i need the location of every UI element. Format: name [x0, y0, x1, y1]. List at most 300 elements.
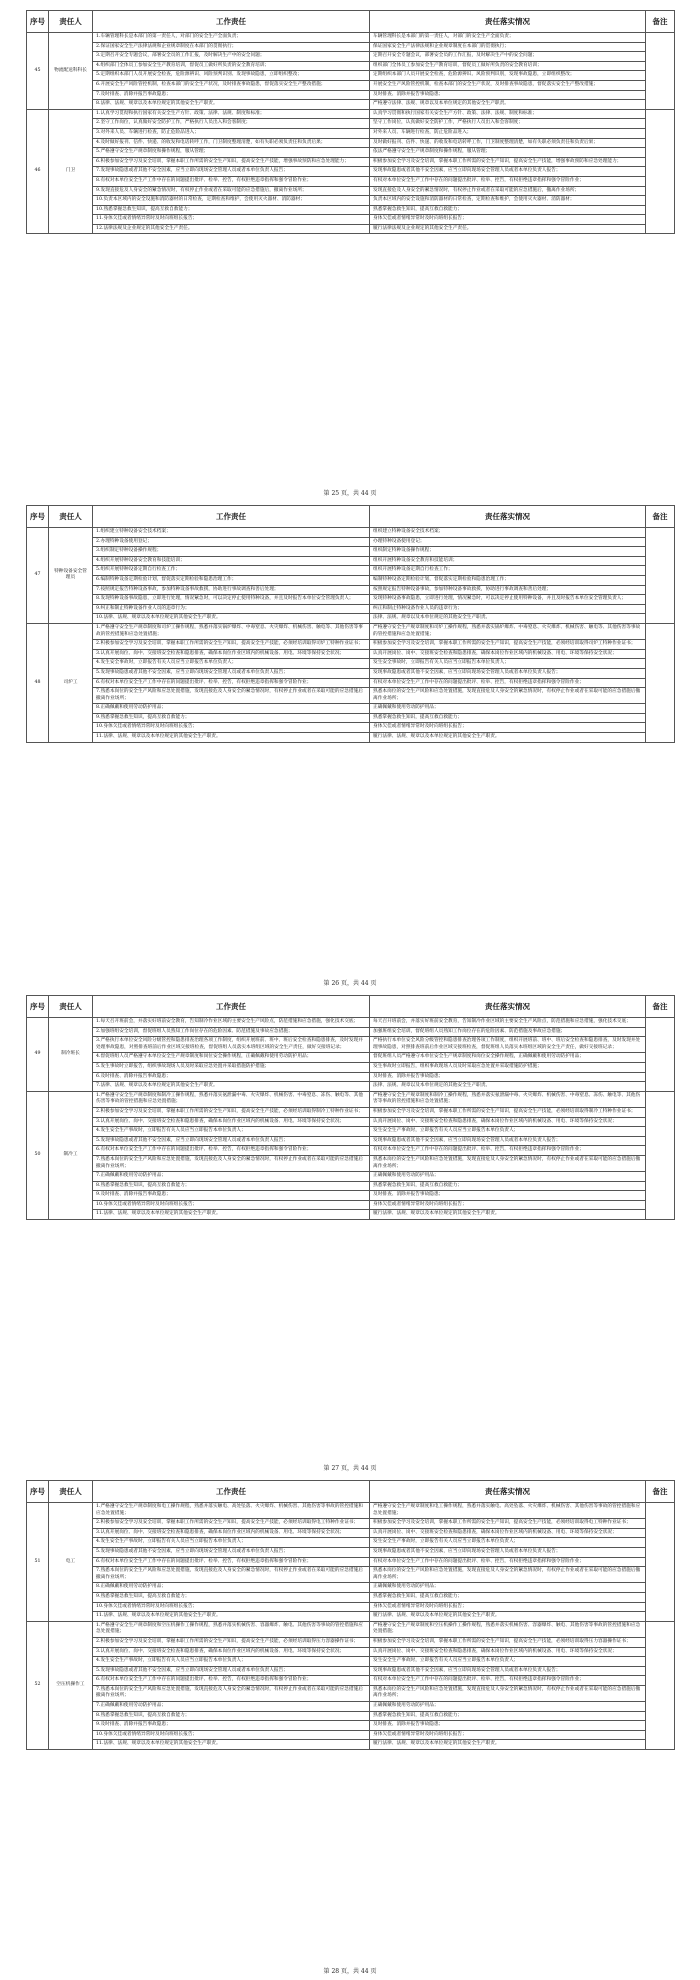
impl-cell: 开展安全生产风险管控机制，检查本部门的安全生产状况，及时排查事故隐患，督促落实安全生产整改措施；: [370, 80, 646, 90]
table-row: [27, 1666, 675, 1676]
duty-cell: 3.定期召开安全专题会议，部署安全员的工作汇报，及时解决生产中的安全问题；: [93, 52, 370, 62]
role-cell: 特种设备安全管理员: [49, 528, 93, 624]
impl-cell: 身体欠佳或者情绪异常时及时向班组长报告；: [370, 723, 646, 733]
impl-cell: 正确佩戴和使用劳动防护用品；: [370, 1172, 646, 1182]
duty-cell: 9.发现直接危及人身安全的紧急情况时，有权停止作业或者在采取可能的应急措施后，撤离作业场所；: [93, 186, 370, 196]
page-4: [26, 1480, 674, 1750]
table-row: [27, 205, 675, 215]
duty-cell: 1.严格遵守安全生产规章制度和制冷工操作规程，熟悉并落实氨泄漏中毒、火灾爆炸、机械伤害、中毒窒息、冻伤、触电等、其他伤害等事故的管控措施和应急处置措施；: [93, 1091, 370, 1107]
role-cell: 制冷工: [49, 1091, 93, 1219]
duty-cell: 4.及时做好报刊、信件、快递、的收发和电话转呼工作，门卫制度整理清楚，如有失职必须负责任和负责后果；: [93, 138, 370, 148]
duty-cell: 1.组织建立特种设备安全技术档案；: [93, 528, 370, 538]
impl-cell: 熟悉掌握急救生知识，提高互救自救能力；: [370, 1592, 646, 1602]
impl-cell: 发生安全事故时，立即报告有关人员应当立即报告本单位负责人；: [370, 659, 646, 669]
impl-cell: 严格遵守安全生产规章制度和电工操作规程，熟悉并落实触电、高处坠落、火灾爆炸、机械伤害、其他伤害等事故的管控措施和应急处置措施；: [370, 1503, 646, 1519]
duty-cell: 9.熟悉掌握急救生知识，提高互救自救能力；: [93, 713, 370, 723]
duty-cell: 2.加强班组安全培训，督促班组人员熟知工作岗位存在的危险因素、防范措施及事故应急措施；: [93, 1027, 370, 1037]
table-row: [27, 1637, 675, 1647]
page-footer: 第 27 页，共 44 页: [323, 1465, 377, 1472]
impl-cell: 严格遵守安全生产规章制度和空压机操作工操作规程，熟悉并落实机械伤害、容器爆炸、触电、其他伤害等事故的管控措施和应急处置措施；: [370, 1621, 646, 1637]
duty-cell: 2.坚守工作岗位，认真做好安全防护工作，严格执行人员出入和会客制度；: [93, 119, 370, 129]
seq-cell: 46: [27, 109, 49, 234]
header-role: 责任人: [49, 1481, 93, 1503]
duty-cell: 4.发生安全生产事故时，立即报告有关人员应当立即报告本单位负责人；: [93, 1538, 370, 1548]
duty-cell: 9.纠正和制止特种设备作业人员的违章行为；: [93, 604, 370, 614]
duty-cell: 7.熟悉本岗位的安全生产风险和应急处置措施，发现直接危及人身安全的紧急情况时，有权停止作业或者在采取可能的应急措施后撤离作业场所；: [93, 1567, 370, 1583]
impl-cell: 严格遵守安全生产规章制度和司炉工操作规程，熟悉并落实锅炉爆炸、中毒窒息、火灾爆炸、机械伤害、触电等、其他伤害等事故的管控措施和应急处置措施；: [370, 623, 646, 639]
header-impl: 责任落实情况: [370, 506, 646, 528]
table-row: [27, 575, 675, 585]
header-duty: 工作责任: [93, 11, 370, 33]
table-row: [27, 1091, 675, 1107]
table-row: [27, 1172, 675, 1182]
header-duty: 工作责任: [93, 996, 370, 1018]
table-row: [27, 176, 675, 186]
table-row: [27, 1685, 675, 1701]
table-row: [27, 649, 675, 659]
duty-cell: 6.编制特种设备定期检验计划，督促落实定期检验和隐患治理工作；: [93, 575, 370, 585]
impl-cell: 熟悉本岗位的安全生产风险和应急处置措施，发现直接危及人身安全的紧急情况时，有权停止作业或者在采取可能的应急措施后撤离作业场所；: [370, 1155, 646, 1171]
impl-cell: 纠正和制止特种设备作业人员的违章行为；: [370, 604, 646, 614]
duty-cell: 2.积极参加安全学习及安全培训，掌握本职工作所需的安全生产知识，提高安全生产技能，必须经培训取得司炉工特种作业证书；: [93, 640, 370, 650]
note-cell: [646, 623, 675, 742]
impl-cell: 有权对本单位安全生产工作中存在的问题提出批评、检举、控告，有权拒绝违章指挥和强令冒险作业；: [370, 1146, 646, 1156]
impl-cell: 对外来人员、车辆进行检查，防止危险品进入；: [370, 128, 646, 138]
table-row: [27, 80, 675, 90]
duty-cell: 3.组织制定特种设备操作规程；: [93, 547, 370, 557]
duty-cell: 7.正确佩戴和使用劳动防护用品；: [93, 1702, 370, 1712]
impl-cell: 履行法律法规及企业规定的其他安全生产责任。: [370, 224, 646, 234]
table-row: [27, 157, 675, 167]
table-row: [27, 1027, 675, 1037]
table-row: [27, 1146, 675, 1156]
impl-cell: 积极参加安全学习及安全培训，掌握本职工作所需的安全生产知识，提高安全生产技能，增强事故预防和应急处理能力；: [370, 157, 646, 167]
table-row: [27, 1037, 675, 1053]
table-row: [27, 640, 675, 650]
duty-cell: 8.有权对本单位安全生产工作中存在的问题提出批评、检举、控告，有权拒绝违章指挥和强令冒险作业；: [93, 176, 370, 186]
table-row: [27, 1528, 675, 1538]
duty-cell: 9.熟悉掌握急救生知识，提高互救自救能力；: [93, 1592, 370, 1602]
duty-cell: 6.有权对本单位安全生产工作中存在的问题提出批评、检举、控告，有权拒绝违章指挥和强令冒险作业；: [93, 1146, 370, 1156]
table-row: [27, 688, 675, 704]
impl-cell: 熟悉掌握急救生知识，提高互救自救能力；: [370, 713, 646, 723]
table-row: [27, 1538, 675, 1548]
table-row: [27, 1711, 675, 1721]
impl-cell: 发现事故隐患或者其他不安全因素，应当立即向现场安全管理人员或者本单位负责人报告；: [370, 167, 646, 177]
table-row: [27, 61, 675, 71]
table-row: [27, 1117, 675, 1127]
duty-cell: 2.保证国家安全生产法律法规和企业规章制度在本部门的贯彻执行；: [93, 42, 370, 52]
note-cell: [646, 1018, 675, 1092]
impl-cell: 每天召开班前会，并落实好班前安全教育，告知制冷作业区域的主要安全生产风险点，防范措施和应急措施，强化技术交底；: [370, 1018, 646, 1028]
note-cell: [646, 33, 675, 110]
table-row: [27, 1621, 675, 1637]
impl-cell: 认真开展岗位、岗中、交接班安全检查和隐患排查，确保本岗位作业区域内的机械设备、用电、环境等保持安全状况；: [370, 1528, 646, 1538]
role-cell: 制冷班长: [49, 1018, 93, 1092]
duty-cell: 6.有权对本单位安全生产工作中存在的问题提出批评、检举、控告，有权拒绝违章指挥和强令冒险作业；: [93, 678, 370, 688]
page-footer: 第 26 页，共 44 页: [323, 980, 377, 987]
impl-cell: 发现事故隐患或者其他不安全因素，应当立即向现场安全管理人员或者本单位负责人报告；: [370, 668, 646, 678]
duty-cell: 10.身体欠佳或者情绪异常时及时向班组长报告；: [93, 723, 370, 733]
duty-cell: 1.每天召开班前会，并落实好班前安全教育，告知制冷作业区域的主要安全生产风险点，防范措施和应急措施，强化技术交底；: [93, 1018, 370, 1028]
table-row: [27, 1127, 675, 1137]
duty-cell: 7.及时排查、消除并报告事故隐患；: [93, 90, 370, 100]
table-row: [27, 1583, 675, 1593]
table-row: [27, 52, 675, 62]
duty-cell: 10.负责本区域内的安全设施和消防器材的日常检查，定期检查和维护，会使用灭火器材、消防器材；: [93, 196, 370, 206]
duty-cell: 10.身体欠佳或者情绪异常时及时向班组长报告；: [93, 1602, 370, 1612]
duty-cell: 8.发现特种设备事故隐患，立即进行处理，情况紧急时，可以决定停止使用特种设备，并且及时报告本单位安全管理负责人；: [93, 595, 370, 605]
impl-cell: 定期组织本部门人员开展安全检查，危险源辨识、风险预判识别，发现事故隐患，立即组织整改；: [370, 71, 646, 81]
duty-cell: 3.对外来人员、车辆进行检查，防止危险品进入；: [93, 128, 370, 138]
header-role: 责任人: [49, 506, 93, 528]
impl-cell: 定期召开安全专题会议，部署安全员的工作汇报，及时解决生产中的安全问题；: [370, 52, 646, 62]
table-row: [27, 537, 675, 547]
header-impl: 责任落实情况: [370, 996, 646, 1018]
impl-cell: 熟悉本岗位的安全生产风险和应急处置措施，发现直接危及人身安全的紧急情况时，有权停止作业或者在采取可能的应急措施后撤离作业场所；: [370, 688, 646, 704]
responsibility-table: [26, 1480, 675, 1750]
impl-cell: 有权对本单位安全生产工作中存在的问题提出批评、检举、控告，有权拒绝违章指挥和强令冒险作业；: [370, 1557, 646, 1567]
duty-cell: 2.积极参加安全学习及安全培训，掌握本职工作所需的安全生产知识，提高安全生产技能，必须经培训取得制冷工特种作业证书；: [93, 1107, 370, 1117]
duty-cell: 8.法律、法规、规章以及本单位规定的其他安全生产职责。: [93, 100, 370, 110]
seq-cell: 51: [27, 1503, 49, 1622]
duty-cell: 4.组织开展特种设备安全教育和技能培训；: [93, 556, 370, 566]
impl-cell: 身体欠佳或者情绪异常时及时向班组长报告；: [370, 1730, 646, 1740]
role-cell: 司炉工: [49, 623, 93, 742]
impl-cell: 积极参加安全学习及安全培训，掌握本职工作所需的安全生产知识，提高安全生产技能，必须经培训取得司炉工特种作业证书；: [370, 640, 646, 650]
table-row: [27, 1200, 675, 1210]
impl-cell: 有权对本单位安全生产工作中存在的问题提出批评、检举、控告，有权拒绝违章指挥和强令冒险作业；: [370, 176, 646, 186]
header-note: 备注: [646, 996, 675, 1018]
table-row: [27, 1519, 675, 1529]
impl-cell: 履行法律、法规、规章以及本单位规定的其他安全生产职责。: [370, 1210, 646, 1220]
impl-cell: 坚守工作岗位，认真做好安全防护工作，严格执行人员出入和会客制度；: [370, 119, 646, 129]
impl-cell: 履行法律、法规、规章以及本单位规定的其他安全生产职责。: [370, 1612, 646, 1622]
impl-cell: 熟悉掌握急救生知识，提高互救自救能力；: [370, 1711, 646, 1721]
table-row: [27, 678, 675, 688]
duty-cell: 8.正确佩戴和使用劳动防护用品；: [93, 1583, 370, 1593]
duty-cell: 8.正确佩戴和使用劳动防护用品；: [93, 704, 370, 714]
duty-cell: 4.组织部门全体员工参加安全生产教育培训，督促员工做好所负责的安全教育培训；: [93, 61, 370, 71]
duty-cell: 5.严格遵守安全生产规章制度和操作规程，服从管理；: [93, 148, 370, 158]
duty-cell: 8.熟悉掌握急救生知识，提高互救自救能力；: [93, 1181, 370, 1191]
duty-cell: 6.开展安全生产风险管控机制，检查本部门的安全生产状况，及时排查事故隐患，督促落实安全生产整改措施；: [93, 80, 370, 90]
table-row: [27, 1647, 675, 1657]
duty-cell: 11.身体欠佳或者情绪异常时及时向班组长报告；: [93, 215, 370, 225]
duty-cell: 3.认真开展岗位、岗中、交接班安全检查和隐患排查，确保本岗位作业区域内的机械设备、用电、环境等保持安全状况；: [93, 649, 370, 659]
duty-cell: 12.法律法规及企业规定的其他安全生产责任。: [93, 224, 370, 234]
duty-cell: 1.严格遵守安全生产规章制度和电工操作规程，熟悉并落实触电、高处坠落、火灾爆炸、机械伤害、其他伤害等事故的管控措施和应急处置措施；: [93, 1503, 370, 1519]
table-row: [27, 528, 675, 538]
duty-cell: 10.身体欠佳或者情绪异常时及时向班组长报告；: [93, 1200, 370, 1210]
impl-cell: 组织开展特种设备安全教育和技能培训；: [370, 556, 646, 566]
table-row: [27, 1740, 675, 1750]
impl-cell: 发生安全生产事故时，立即报告有关人员应当立即报告本单位负责人；: [370, 1538, 646, 1548]
impl-cell: 严格执行本单位安全风险分级管控和隐患排查治理各项工作制度，组织开展班前、班中、班后安全检查和隐患排查，及时发现并处理事故隐患，对照排查班前后作业区域交接班检查，督促班组人员落实本班组区域的安全生产责任，做好交接班记录；: [370, 1037, 646, 1053]
role-cell: 电工: [49, 1503, 93, 1622]
impl-cell: 正确佩戴和使用劳动防护用品；: [370, 1702, 646, 1712]
header-note: 备注: [646, 1481, 675, 1503]
impl-cell: 发生事故时立即报告，组织事故现场人员及时采取应急处置并采取措施防护措施；: [370, 1062, 646, 1072]
impl-cell: 发现事故隐患或者其他不安全因素，应当立即向现场安全管理人员或者本单位负责人报告；: [370, 1547, 646, 1557]
duty-cell: 4.发生安全事故时，立即报告有关人员应当立即报告本单位负责人；: [93, 659, 370, 669]
header-row: [27, 11, 675, 33]
duty-cell: 5.发现事故隐患或者其他不安全因素，应当立即向现场安全管理人员或者本单位负责人报告；: [93, 668, 370, 678]
duty-cell: 11.法律、法规、规章以及本单位规定的其他安全生产职责。: [93, 733, 370, 743]
impl-cell: 组织建立特种设备安全技术档案；: [370, 528, 646, 538]
duty-cell: 3.认真开展岗位、岗中、交接班安全检查和隐患排查，确保本岗位作业区域内的机械设备、用电、环境等保持安全状况；: [93, 1117, 370, 1127]
header-note: 备注: [646, 506, 675, 528]
impl-cell: 履行法律、法规、规章以及本单位规定的其他安全生产职责。: [370, 1740, 646, 1750]
header-row: [27, 1481, 675, 1503]
table-row: [27, 1155, 675, 1171]
table-row: [27, 148, 675, 158]
table-row: [27, 1072, 675, 1082]
duty-cell: 10.熟悉掌握急救生知识，提高互救自救能力；: [93, 205, 370, 215]
header-note: 备注: [646, 11, 675, 33]
impl-cell: 身体欠佳或者情绪异常时及时向班组长报告；: [370, 1200, 646, 1210]
impl-cell: 组织部门全体员工参加安全生产教育培训，督促员工做好所负责的安全教育培训；: [370, 61, 646, 71]
duty-cell: 7.发现事故隐患或者其他不安全因素，应当立即向现场安全管理人员或者本单位负责人报告；: [93, 167, 370, 177]
table-row: [27, 614, 675, 624]
duty-cell: 5.发生事故时立即报告，组织事故现场人员及时采取应急处置并采取措施防护措施；: [93, 1062, 370, 1072]
note-cell: [646, 1621, 675, 1749]
page-1: [26, 10, 674, 234]
table-row: [27, 1053, 675, 1063]
table-row: [27, 1602, 675, 1612]
duty-cell: 7.熟悉本岗位的安全生产风险和应急处置措施，发现直接危及人身安全的紧急情况时，有权停止作业或者在采取可能的应急措施后撤离作业场所；: [93, 688, 370, 704]
duty-cell: 1.认真学习贯彻和执行国家有关安全生产方针、政策、法律、法规、制度和标准；: [93, 109, 370, 119]
impl-cell: 发现事故隐患或者其他不安全因素，应当立即向现场安全管理人员或者本单位负责人报告；: [370, 1666, 646, 1676]
duty-cell: 6.有权对本单位安全生产工作中存在的问题提出批评、检举、控告，有权拒绝违章指挥和强令冒险作业；: [93, 1676, 370, 1686]
impl-cell: 发现直接危及人身安全的紧急情况时，有权停止作业或者在采取可能的应急措施后，撤离作业场所；: [370, 186, 646, 196]
duty-cell: 4.发生安全生产事故时，立即报告有关人员应当立即报告本单位负责人；: [93, 1127, 370, 1137]
impl-cell: 法律、法规、规章以及本单位规定的其他安全生产职责。: [370, 1082, 646, 1092]
note-cell: [646, 109, 675, 234]
impl-cell: 身体欠佳或者情绪异常时及时向班组长报告；: [370, 1602, 646, 1612]
duty-cell: 7.正确佩戴和使用劳动防护用品；: [93, 1172, 370, 1182]
duty-cell: 10.身体欠佳或者情绪异常时及时向班组长报告；: [93, 1730, 370, 1740]
impl-cell: 履行法律、法规、规章以及本单位规定的其他安全生产职责。: [370, 733, 646, 743]
impl-cell: 认真开展岗位、岗中、交接班安全检查和隐患排查，确保本岗位作业区域内的机械设备、用电、环境等保持安全状况；: [370, 1117, 646, 1127]
table-row: [27, 1107, 675, 1117]
table-row: [27, 585, 675, 595]
impl-cell: 熟悉掌握急救生知识，提高互救自救能力；: [370, 205, 646, 215]
duty-cell: 7.熟悉本岗位的安全生产风险和应急处置措施，发现直接危及人身安全的紧急情况时，有权停止作业或者在采取可能的应急措施后撤离作业场所；: [93, 1155, 370, 1171]
impl-cell: 有权对本单位安全生产工作中存在的问题提出批评、检举、控告，有权拒绝违章指挥和强令冒险作业；: [370, 1676, 646, 1686]
impl-cell: 督促班组人员严格遵守本单位安全生产规章制度和岗位安全操作规程，正确佩戴和使用劳动防护用品；: [370, 1053, 646, 1063]
seq-cell: 47: [27, 528, 49, 624]
table-row: [27, 196, 675, 206]
duty-cell: 7.熟悉本岗位的安全生产风险和应急处置措施，发现直接危及人身安全的紧急情况时，有权停止作业或者在采取可能的应急措施后撤离作业场所；: [93, 1685, 370, 1701]
impl-cell: 及时做好报刊、信件、快递、的收发和电话转呼工作，门卫制度整理清楚，如有失职必须负责任和负责后果；: [370, 138, 646, 148]
duty-cell: 6.积极参加安全学习及安全培训，掌握本职工作所需的安全生产知识，提高安全生产技能，增强事故预防和应急处理能力；: [93, 157, 370, 167]
table-row: [27, 1657, 675, 1667]
note-cell: [646, 1503, 675, 1622]
impl-cell: 发生安全生产事故时，立即报告有关人员应当立即报告本单位负责人；: [370, 1127, 646, 1137]
table-row: [27, 128, 675, 138]
page-footer: 第 28 页，共 44 页: [323, 1968, 377, 1975]
duty-cell: 3.认真开展岗位、岗中、交接班安全检查和隐患排查，确保本岗位作业区域内的机械设备、用电、环境等保持安全状况；: [93, 1528, 370, 1538]
impl-cell: 编制特种设备定期检验计划，督促落实定期检验和隐患治理工作；: [370, 575, 646, 585]
impl-cell: 发现事故隐患或者其他不安全因素，应当立即向现场安全管理人员或者本单位负责人报告；: [370, 1136, 646, 1146]
impl-cell: 组织制定特种设备操作规程；: [370, 547, 646, 557]
duty-cell: 6.有权对本单位安全生产工作中存在的问题提出批评、检举、控告，有权拒绝违章指挥和强令冒险作业；: [93, 1557, 370, 1567]
seq-cell: 52: [27, 1621, 49, 1749]
impl-cell: 身体欠佳或者情绪异常时及时向班组长报告；: [370, 215, 646, 225]
table-row: [27, 90, 675, 100]
table-row: [27, 186, 675, 196]
table-row: [27, 1136, 675, 1146]
table-row: [27, 1676, 675, 1686]
responsibility-table: [26, 10, 675, 234]
table-row: [27, 1547, 675, 1557]
impl-cell: 发生安全生产事故时，立即报告有关人员应当立即报告本单位负责人；: [370, 1657, 646, 1667]
table-row: [27, 1612, 675, 1622]
duty-cell: 4.督促班组人员严格遵守本单位安全生产规章制度和岗位安全操作规程，正确佩戴和使用劳动防护用品；: [93, 1053, 370, 1063]
duty-cell: 5.发现事故隐患或者其他不安全因素，应当立即向现场安全管理人员或者本单位负责人报告；: [93, 1666, 370, 1676]
table-row: [27, 604, 675, 614]
table-row: [27, 1721, 675, 1731]
seq-cell: 45: [27, 33, 49, 110]
duty-cell: 3.认真开展岗位、岗中、交接班安全检查和隐患排查，确保本岗位作业区域内的机械设备、用电、环境等保持安全状况；: [93, 1647, 370, 1657]
table-row: [27, 71, 675, 81]
impl-cell: 车辆管理科长是本部门的第一责任人，对部门的安全生产全面负责；: [370, 33, 646, 43]
duty-cell: 3.严格执行本单位安全风险分级管控和隐患排查治理各项工作制度，组织开展班前、班中、班后安全检查和隐患排查，及时发现并处理事故隐患，对照排查班前后作业区域交接班检查，督促班组人员落实本班组区域的安全生产责任，做好交接班记录；: [93, 1037, 370, 1053]
impl-cell: 依法严格遵守安全生产规章制度和操作规程，服从管理；: [370, 148, 646, 158]
header-row: [27, 506, 675, 528]
duty-cell: 8.熟悉掌握急救生知识，提高互救自救能力；: [93, 1711, 370, 1721]
duty-cell: 1.车辆管理科长是本部门的第一责任人，对部门的安全生产全面负责；: [93, 33, 370, 43]
header-impl: 责任落实情况: [370, 1481, 646, 1503]
impl-cell: 严格遵守法律、法规、规章以及本单位规定的其他安全生产职责。: [370, 100, 646, 110]
table-row: [27, 100, 675, 110]
impl-cell: 积极参加安全学习及安全培训，掌握本职工作所需的安全生产知识，提高安全生产技能，必须经培训取得压力容器操作证书；: [370, 1637, 646, 1647]
header-row: [27, 996, 675, 1018]
duty-cell: 5.发现事故隐患或者其他不安全因素，应当立即向现场安全管理人员或者本单位负责人报告；: [93, 1547, 370, 1557]
duty-cell: 11.法律、法规、规章以及本单位规定的其他安全生产职责。: [93, 1612, 370, 1622]
seq-cell: 50: [27, 1091, 49, 1219]
table-row: [27, 566, 675, 576]
table-row: [27, 1181, 675, 1191]
table-row: [27, 1191, 675, 1201]
impl-cell: 及时排查、消除并报告事故隐患；: [370, 90, 646, 100]
role-cell: 物流配送科科长: [49, 33, 93, 110]
impl-cell: 严格遵守安全生产规章制度和制冷工操作规程，熟悉并落实氨泄漏中毒、火灾爆炸、机械伤害、中毒窒息、冻伤、触电等、其他伤害等事故的管控措施和应急处置措施；: [370, 1091, 646, 1107]
duty-cell: 7.法律、法规、规章以及本单位规定的其他安全生产职责。: [93, 1082, 370, 1092]
table-row: [27, 595, 675, 605]
impl-cell: 及时排查、消除并报告事故隐患；: [370, 1191, 646, 1201]
table-row: [27, 1592, 675, 1602]
note-cell: [646, 1091, 675, 1219]
table-row: [27, 556, 675, 566]
duty-cell: 2.积极参加安全学习及安全培训，掌握本职工作所需的安全生产知识，提高安全生产技能，必须经培训取得压力容器操作证书；: [93, 1637, 370, 1647]
duty-cell: 2.办理特种设备使用登记；: [93, 537, 370, 547]
table-row: [27, 1702, 675, 1712]
header-role: 责任人: [49, 11, 93, 33]
page-2: [26, 505, 674, 743]
duty-cell: 11.法律、法规、规章以及本单位规定的其他安全生产职责。: [93, 1210, 370, 1220]
table-row: [27, 668, 675, 678]
header-seq: 序号: [27, 996, 49, 1018]
responsibility-table: [26, 995, 675, 1220]
impl-cell: 组织开展特种设备定期自行检查工作；: [370, 566, 646, 576]
role-cell: 门卫: [49, 109, 93, 234]
table-row: [27, 215, 675, 225]
impl-cell: 及时排查、消除并报告事故隐患；: [370, 1721, 646, 1731]
seq-cell: 48: [27, 623, 49, 742]
impl-cell: 法律、法规、规章以及本单位规定的其他安全生产职责。: [370, 614, 646, 624]
impl-cell: 负责本区域内的安全设施和消防器材的日常检查，定期检查和维护，会使用灭火器材、消防器材；: [370, 196, 646, 206]
table-row: [27, 119, 675, 129]
header-seq: 序号: [27, 11, 49, 33]
table-row: [27, 623, 675, 639]
table-row: [27, 704, 675, 714]
impl-cell: 熟悉本岗位的安全生产风险和应急处置措施，发现直接危及人身安全的紧急情况时，有权停止作业或者在采取可能的应急措施后撤离作业场所；: [370, 1567, 646, 1583]
role-cell: 空压机操作工: [49, 1621, 93, 1749]
header-duty: 工作责任: [93, 1481, 370, 1503]
table-row: [27, 167, 675, 177]
impl-cell: 认真学习贯彻和执行国家有关安全生产方针、政策、法律、法规、制度和标准；: [370, 109, 646, 119]
impl-cell: 积极参加安全学习及安全培训，掌握本职工作所需的安全生产知识，提高安全生产技能，必须经培训取得电工特种作业证书；: [370, 1519, 646, 1529]
header-role: 责任人: [49, 996, 93, 1018]
impl-cell: 有权对本单位安全生产工作中存在的问题提出批评、检举、控告，有权拒绝违章指挥和强令冒险作业；: [370, 678, 646, 688]
header-seq: 序号: [27, 1481, 49, 1503]
duty-cell: 5.发现事故隐患或者其他不安全因素，应当立即向现场安全管理人员或者本单位负责人报告；: [93, 1136, 370, 1146]
table-row: [27, 1082, 675, 1092]
table-row: [27, 224, 675, 234]
impl-cell: 熟悉本岗位的安全生产风险和应急处置措施，发现直接危及人身安全的紧急情况时，有权停止作业或者在采取可能的应急措施后撤离作业场所；: [370, 1685, 646, 1701]
duty-cell: 6.及时排查、消除并报告事故隐患；: [93, 1072, 370, 1082]
header-duty: 工作责任: [93, 506, 370, 528]
impl-cell: 积极参加安全学习及安全培训，掌握本职工作所需的安全生产知识，提高安全生产技能，必须经培训取得制冷工特种作业证书；: [370, 1107, 646, 1117]
impl-cell: 保证国家安全生产法律法规和企业规章制度在本部门的贯彻执行；: [370, 42, 646, 52]
impl-cell: 按照规定报告特种设备事故，参加特种设备事故救援，协助进行事故调查和善后处理；: [370, 585, 646, 595]
duty-cell: 7.按照规定报告特种设备事故，参加特种设备事故救援，协助进行事故调查和善后处理；: [93, 585, 370, 595]
impl-cell: 加强班组安全培训，督促班组人员熟知工作岗位存在的危险因素、防范措施及事故应急措施；: [370, 1027, 646, 1037]
table-row: [27, 1062, 675, 1072]
impl-cell: 正确佩戴和使用劳动防护用品；: [370, 704, 646, 714]
table-row: [27, 1210, 675, 1220]
duty-cell: 5.组织开展特种设备定期自行检查工作；: [93, 566, 370, 576]
table-row: [27, 723, 675, 733]
impl-cell: 认真开展岗位、岗中、交接班安全检查和隐患排查，确保本岗位作业区域内的机械设备、用电、环境等保持安全状况；: [370, 649, 646, 659]
impl-cell: 办理特种设备使用登记；: [370, 537, 646, 547]
header-impl: 责任落实情况: [370, 11, 646, 33]
table-row: [27, 109, 675, 119]
table-row: [27, 1018, 675, 1028]
seq-cell: 49: [27, 1018, 49, 1092]
page-3: [26, 995, 674, 1220]
duty-cell: 11.法律、法规、规章以及本单位规定的其他安全生产职责。: [93, 1740, 370, 1750]
table-row: [27, 138, 675, 148]
impl-cell: 认真开展岗位、岗中、交接班安全检查和隐患排查，确保本岗位作业区域内的机械设备、用电、环境等保持安全状况；: [370, 1647, 646, 1657]
duty-cell: 1.严格遵守安全生产规章制度和司炉工操作规程，熟悉并落实锅炉爆炸、中毒窒息、火灾爆炸、机械伤害、触电等、其他伤害等事故的管控措施和应急处置措施；: [93, 623, 370, 639]
table-row: [27, 659, 675, 669]
impl-cell: 及时排查、消除并报告事故隐患；: [370, 1072, 646, 1082]
table-row: [27, 1730, 675, 1740]
responsibility-table: [26, 505, 675, 743]
duty-cell: 4.发生安全生产事故时，立即报告有关人员应当立即报告本单位负责人；: [93, 1657, 370, 1667]
table-row: [27, 1557, 675, 1567]
note-cell: [646, 528, 675, 624]
table-row: [27, 1567, 675, 1583]
duty-cell: 5.定期组织本部门人员开展安全检查，危险源辨识、风险预判识别、发现事故隐患，立即组织整改；: [93, 71, 370, 81]
table-row: [27, 33, 675, 43]
impl-cell: 熟悉掌握急救生知识，提高互救自救能力；: [370, 1181, 646, 1191]
table-row: [27, 713, 675, 723]
duty-cell: 9.及时排查、消除并报告事故隐患；: [93, 1191, 370, 1201]
